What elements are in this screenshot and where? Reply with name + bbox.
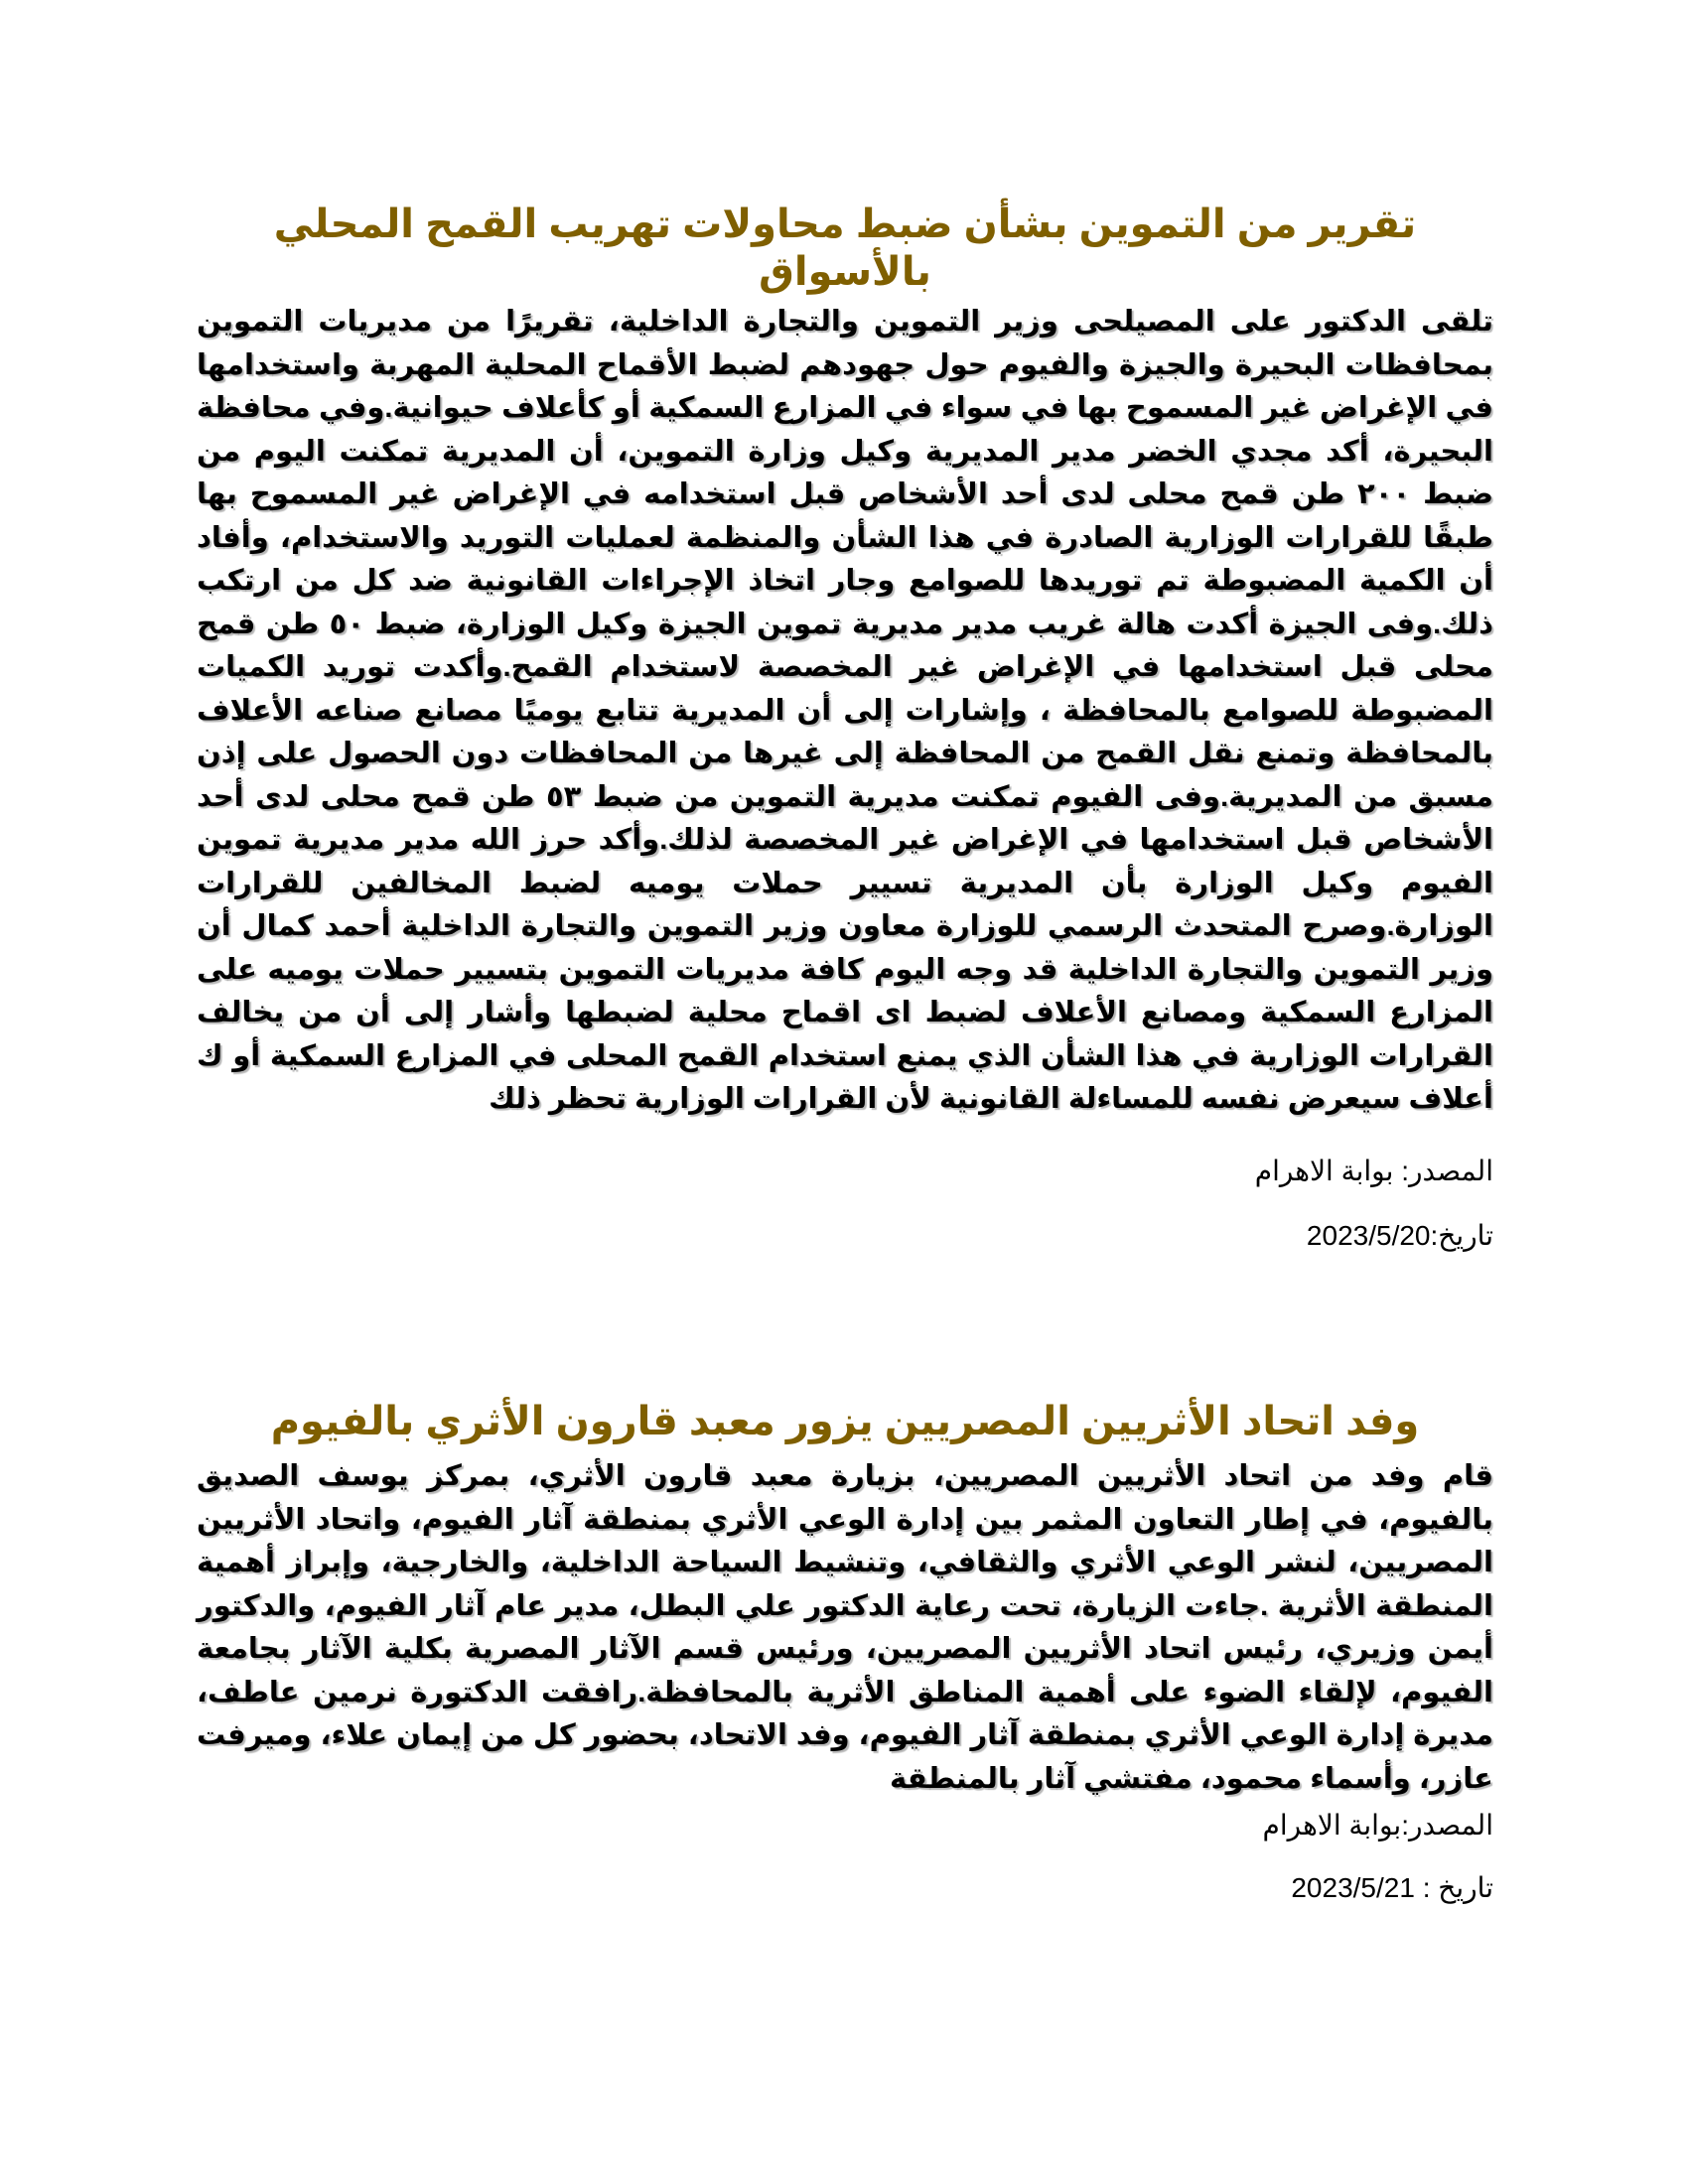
- date-value: 2023/5/21: [1291, 1872, 1415, 1903]
- article-title: تقرير من التموين بشأن ضبط محاولات تهريب القمح المحلي بالأسواق: [273, 203, 1417, 294]
- date-label: تاريخ :: [1414, 1872, 1493, 1903]
- article-source: المصدر: بوابة الاهرام: [1254, 1156, 1493, 1186]
- article-title: وفد اتحاد الأثريين المصريين يزور معبد قارون الأثري بالفيوم: [270, 1400, 1420, 1443]
- article-body: تلقى الدكتور على المصيلحى وزير التموين والتجارة الداخلية، تقريرًا من مديريات التموين بمحافظات البحيرة والجيزة والفيوم حول جهودهم لضبط الأقماح المحلية المهربة واستخدامها في الإغراض غير المسموح بها في سواء في المزارع السمكية أو كأعلاف حيوانية.وفي محافظة البحيرة، أكد مجدي الخضر مدير المديرية وكيل وزارة التموين، أن المديرية تمكنت اليوم من ضبط ٢٠٠ طن قمح محلى لدى أحد الأشخاص قبل استخدامه في الإغراض غير المسموح بها طبقًا للقرارات الوزارية الصادرة في هذا الشأن والمنظمة لعمليات التوريد والاستخدام، وأفاد أن الكمية المضبوطة تم توريدها للصوامع وجار اتخاذ الإجراءات القانونية ضد كل من ارتكب ذلك.وفى الجيزة أكدت هالة غريب مدير مديرية تموين الجيزة وكيل الوزارة، ضبط ٥٠ طن قمح محلى قبل استخدامها في الإغراض غير المخصصة لاستخدام القمح.وأكدت توريد الكميات المضبوطة للصوامع بالمحافظة ، وإشارات إلى أن المديرية تتابع يوميًا مصانع صناعه الأعلاف بالمحافظة وتمنع نقل القمح من المحافظة إلى غيرها من المحافظات دون الحصول على إذن مسبق من المديرية.وفى الفيوم تمكنت مديرية التموين من ضبط ٥٣ طن قمح محلى لدى أحد الأشخاص قبل استخدامها في الإغراض غير المخصصة لذلك.وأكد حرز الله مدير مديرية تموين الفيوم وكيل الوزارة بأن المديرية تسيير حملات يوميه لضبط المخالفين للقرارات الوزارة.وصرح المتحدث الرسمي للوزارة معاون وزير التموين والتجارة الداخلية أحمد كمال أن وزير التموين والتجارة الداخلية قد وجه اليوم كافة مديريات التموين بتسيير حملات يوميه على المزارع السمكية ومصانع الأعلاف لضبط اى اقماح محلية لضبطها وأشار إلى أن من يخالف القرارات الوزارية في هذا الشأن الذي يمنع استخدام القمح المحلى في المزارع السمكية أو ك أعلاف سيعرض نفسه للمساءلة القانونية لأن القرارات الوزارية تحظر ذلك: [197, 306, 1493, 1115]
- date-value: 2023/5/20: [1306, 1220, 1431, 1251]
- date-label: تاريخ:: [1430, 1220, 1493, 1251]
- article-source: المصدر:بوابة الاهرام: [1262, 1810, 1493, 1841]
- article-body: قام وفد من اتحاد الأثريين المصريين، بزيارة معبد قارون الأثري، بمركز يوسف الصديق بالفيوم، في إطار التعاون المثمر بين إدارة الوعي الأثري بمنطقة آثار الفيوم، واتحاد الأثريين المصريين، لنشر الوعي الأثري والثقافي، وتنشيط السياحة الداخلية، والخارجية، وإبراز أهمية المنطقة الأثرية .جاءت الزيارة، تحت رعاية الدكتور علي البطل، مدير عام آثار الفيوم، والدكتور أيمن وزيري، رئيس اتحاد الأثريين المصريين، ورئيس قسم الآثار المصرية بكلية الآثار بجامعة الفيوم، لإلقاء الضوء على أهمية المناطق الأثرية بالمحافظة.رافقت الدكتورة نرمين عاطف، مديرة إدارة الوعي الأثري بمنطقة آثار الفيوم، وفد الاتحاد، بحضور كل من إيمان علاء، وميرفت عازر، وأسماء محمود، مفتشي آثار بالمنطقة: [197, 1460, 1493, 1795]
- article-date: [197, 1219, 1493, 1253]
- article-date: [197, 1871, 1493, 1905]
